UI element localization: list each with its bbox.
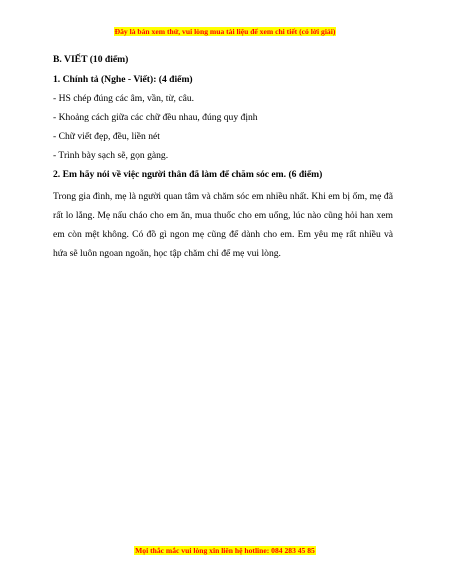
section-title: B. VIẾT (10 điểm) bbox=[53, 54, 129, 65]
hotline-notice-text: Mọi thắc mắc vui lòng xin liên hệ hotline: 084 283 45 85 bbox=[135, 546, 315, 555]
part1-item: - Chữ viết đẹp, đều, liền nét bbox=[53, 131, 160, 142]
preview-notice-banner bbox=[0, 27, 450, 36]
document-body bbox=[53, 53, 393, 263]
part2-heading: 2. Em hãy nói về việc người thân đã làm để chăm sóc em. (6 điểm) bbox=[53, 169, 323, 180]
part1-item: - Khoảng cách giữa các chữ đều nhau, đúng quy định bbox=[53, 112, 258, 123]
preview-notice-text: Đây là bản xem thử, vui lòng mua tài liệu để xem chi tiết (có lời giải) bbox=[114, 27, 336, 36]
part2-paragraph: Trong gia đình, mẹ là người quan tâm và chăm sóc em nhiều nhất. Khi em bị ốm, mẹ đã rất lo lắng. Mẹ nấu cháo cho em ăn, mua thuốc cho em uống, lúc nào cũng hỏi han xem em còn mệt không. Có đồ gì ngon mẹ cũng để dành cho em. Em yêu mẹ rất nhiều và hứa sẽ luôn ngoan ngoãn, học tập chăm chỉ để mẹ vui lòng. bbox=[53, 191, 393, 259]
part1-item: - Trình bày sạch sẽ, gọn gàng. bbox=[53, 150, 169, 161]
part1-heading: 1. Chính tả (Nghe - Viết): (4 điểm) bbox=[53, 74, 193, 85]
hotline-notice-banner bbox=[0, 546, 450, 555]
part1-item: - HS chép đúng các âm, vần, từ, câu. bbox=[53, 93, 195, 104]
